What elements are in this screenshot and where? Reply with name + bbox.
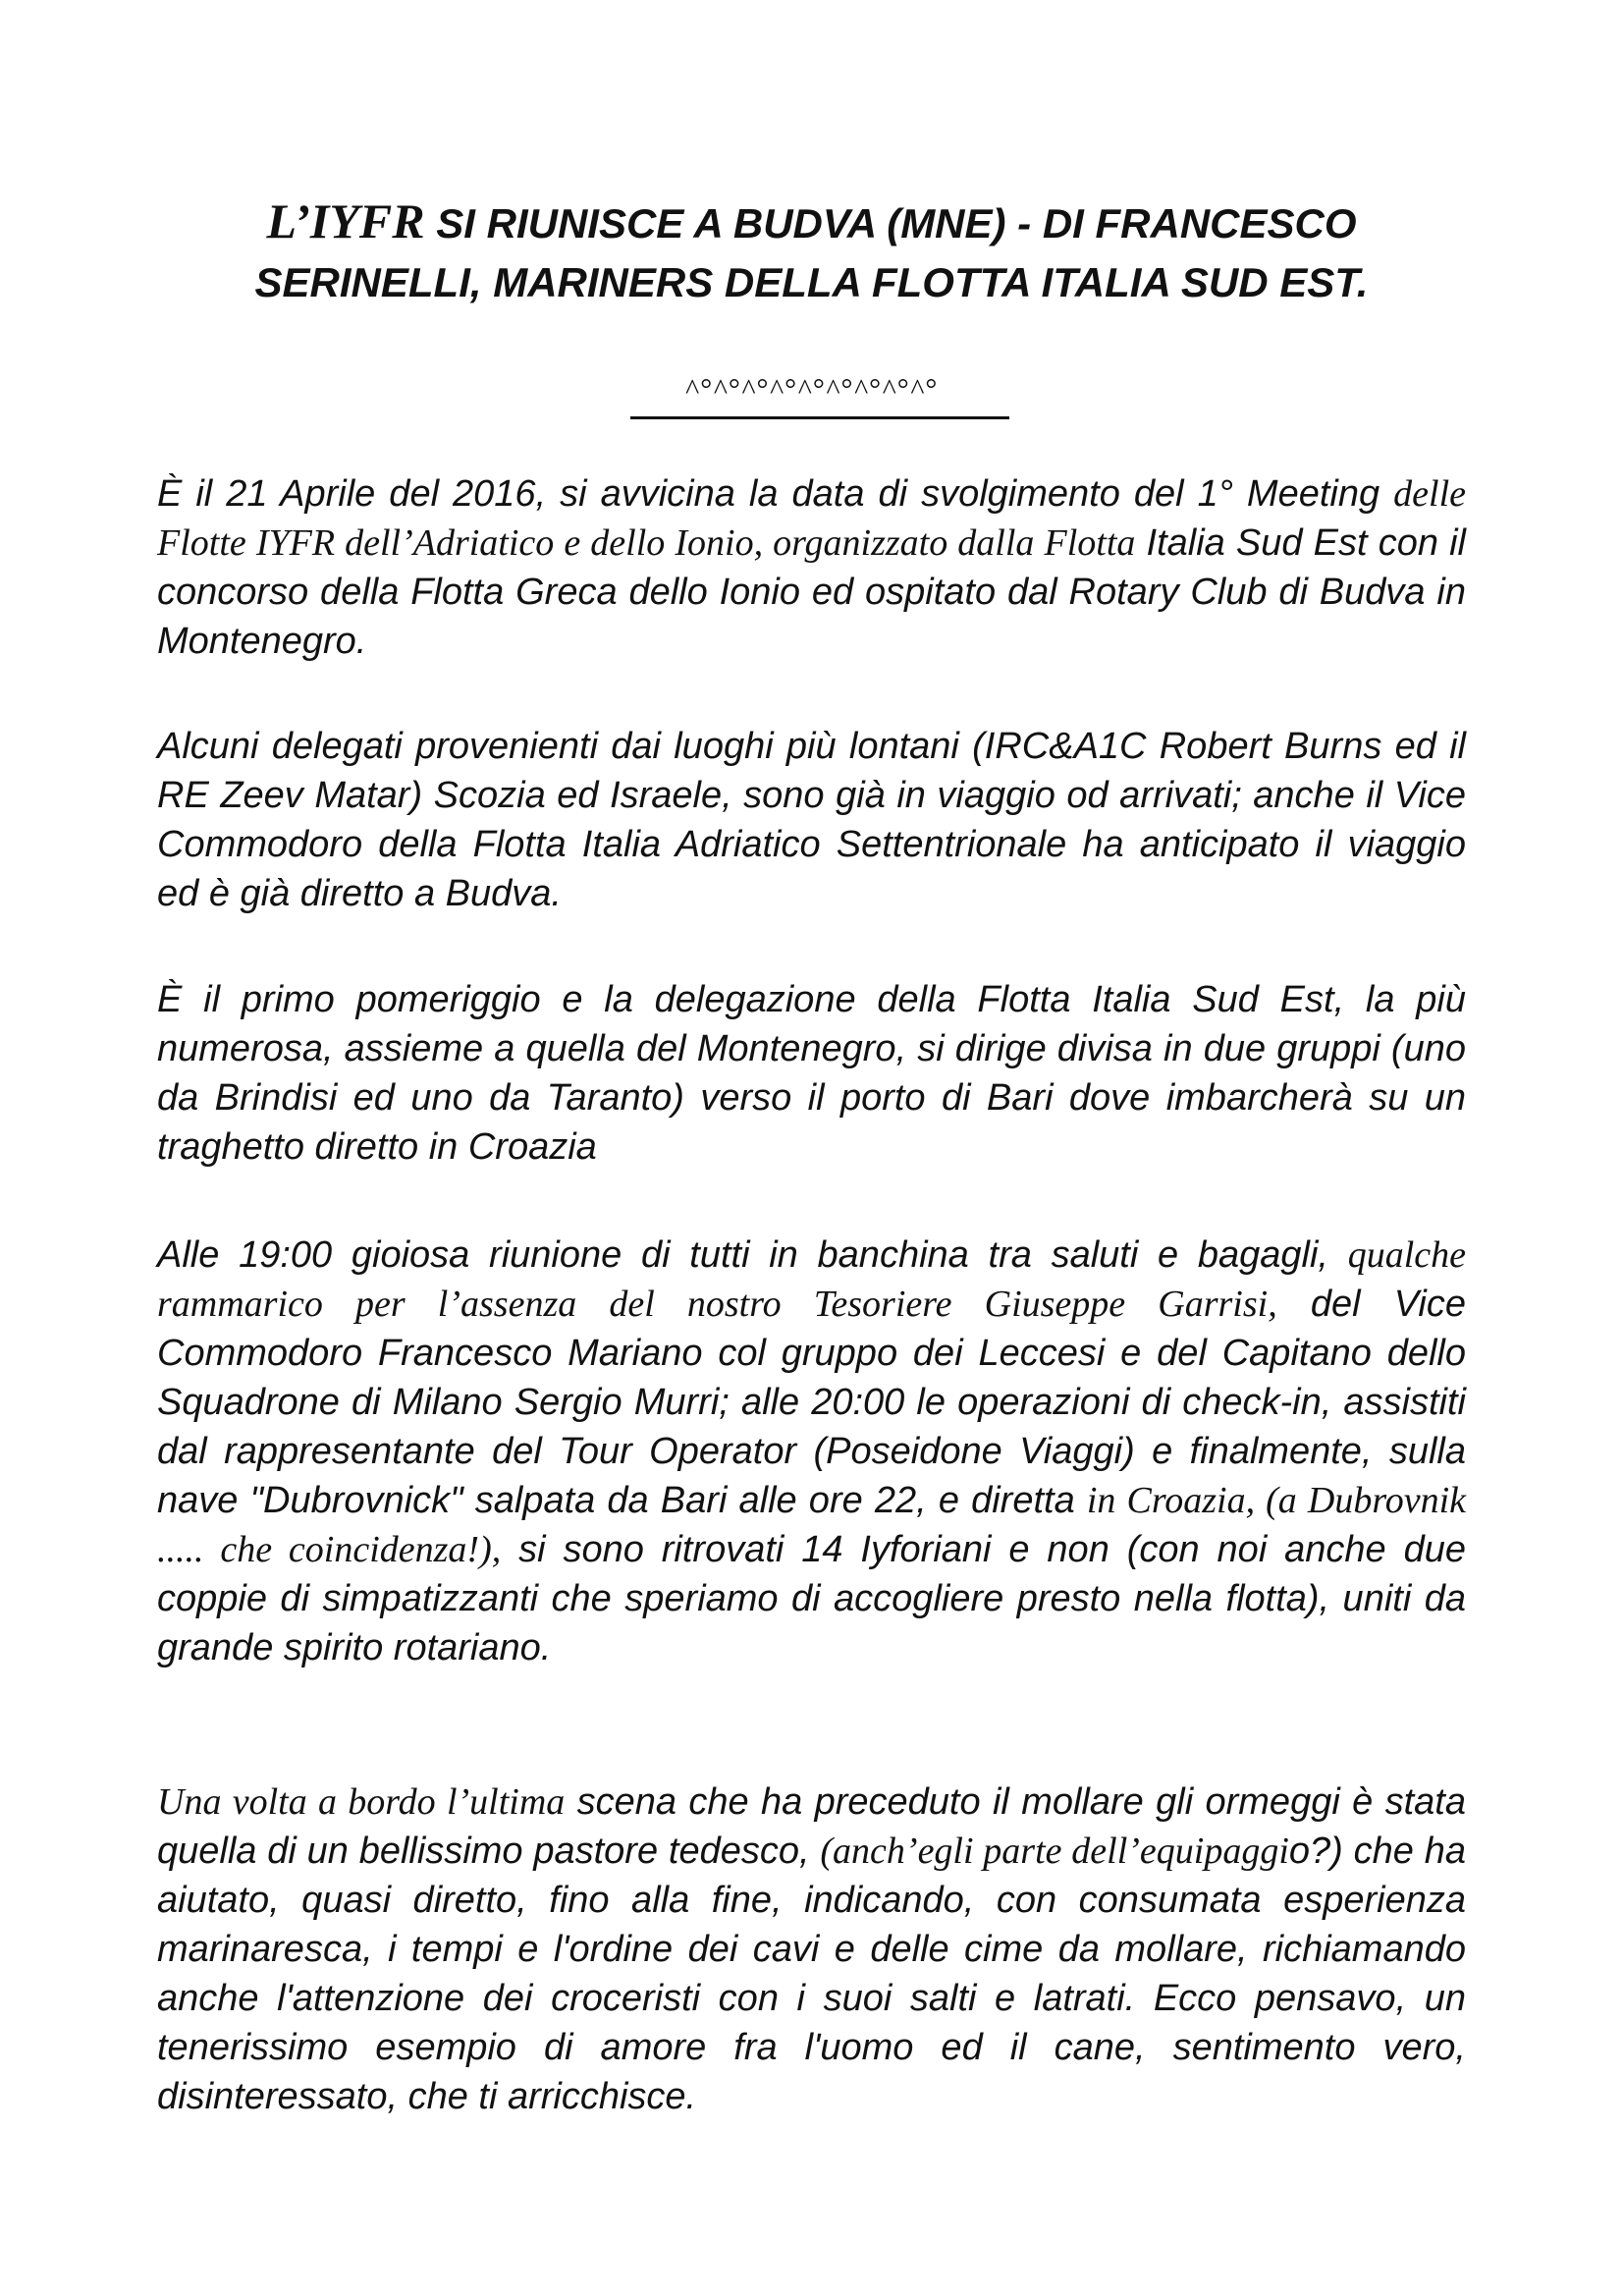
paragraph-4-part-a: Alle 19:00 gioiosa riunione di tutti in banchina tra saluti e bagagli, <box>157 1234 1348 1276</box>
paragraph-1-part-c: Italia Sud Est con il concorso della Flotta Greca dello Ionio ed ospitato dal Rotary Club di Budva in Montenegro. <box>157 522 1466 662</box>
paragraph-4-part-c: del Vice Commodoro Francesco Mariano col gruppo dei Leccesi e del Capitano dello Squadrone di Milano Sergio Murri; alle 20:00 le operazioni di check-in, assistiti dal rappresentante del Tour Operator (Poseidone Viaggi) e finalmente, sulla nave "Dubrovnick" salpata da Bari alle ore 22, e diretta <box>157 1284 1467 1521</box>
paragraph-2: Alcuni delegati provenienti dai luoghi più lontani (IRC&A1C Robert Burns ed il RE Zeev Matar) Scozia ed Israele, sono già in viaggio od arrivati; anche il Vice Commodoro della Flotta Italia Adriatico Settentrionale ha anticipato il viaggio ed è già diretto a Budva. <box>157 726 1466 914</box>
paragraph-4-part-d: in Croazia, (a Dubrovnik ..... che coincidenza!), <box>157 1480 1466 1570</box>
title-rest: SI RIUNISCE A BUDVA (MNE) - DI FRANCESCO SERINELLI, MARINERS DELLA FLOTTA ITALIA SUD EST. <box>254 200 1369 305</box>
paragraph-4-part-e: si sono ritrovati 14 Iyforiani e non (con noi anche due coppie di simpatizzanti che speriamo di accogliere presto nella flotta), uniti da grande spirito rotariano. <box>157 1529 1466 1668</box>
paragraph-4 <box>157 1230 1466 1672</box>
paragraph-3: È il primo pomeriggio e la delegazione della Flotta Italia Sud Est, la più numerosa, assieme a quella del Montenegro, si dirige divisa in due gruppi (uno da Brindisi ed uno da Taranto) verso il porto di Bari dove imbarcherà su un traghetto diretto in Croazia <box>157 979 1466 1168</box>
separator-rule <box>630 416 1009 419</box>
paragraph-5-part-d: o?) che ha aiutato, quasi diretto, fino alla fine, indicando, con consumata esperienza marinaresca, i tempi e l'ordine dei cavi e delle cime da mollare, richiamando anche l'attenzione dei croceristi con i suoi salti e latrati. Ecco pensavo, un tenerissimo esempio di amore fra l'uomo ed il cane, sentimento vero, disinteressato, che ti arricchisce. <box>157 1831 1466 2117</box>
article-title <box>157 191 1466 312</box>
ornament-separator: ^°^°^°^°^°^°^°^°^° <box>684 373 939 406</box>
title-lead: L’IYFR <box>266 193 425 248</box>
paragraph-1-part-b: delle Flotte IYFR dell’Adriatico e dello Ionio, organizzato dalla Flotta <box>157 473 1466 564</box>
paragraph-5-part-c: (anch’egli parte dell’equipaggi <box>820 1831 1289 1872</box>
paragraph-5-part-b: scena che ha preceduto il mollare gli ormeggi è stata quella di un bellissimo pastore tedesco, <box>157 1781 1466 1872</box>
paragraph-1 <box>157 469 1466 666</box>
paragraph-4-part-b: qualche rammarico per l’assenza del nostro Tesoriere Giuseppe Garrisi, <box>157 1234 1466 1325</box>
paragraph-5 <box>157 1777 1466 2121</box>
paragraph-5-part-a: Una volta a bordo l’ultima <box>157 1781 566 1823</box>
paragraph-1-part-a: È il 21 Aprile del 2016, si avvicina la data di svolgimento del 1° Meeting <box>157 473 1394 515</box>
